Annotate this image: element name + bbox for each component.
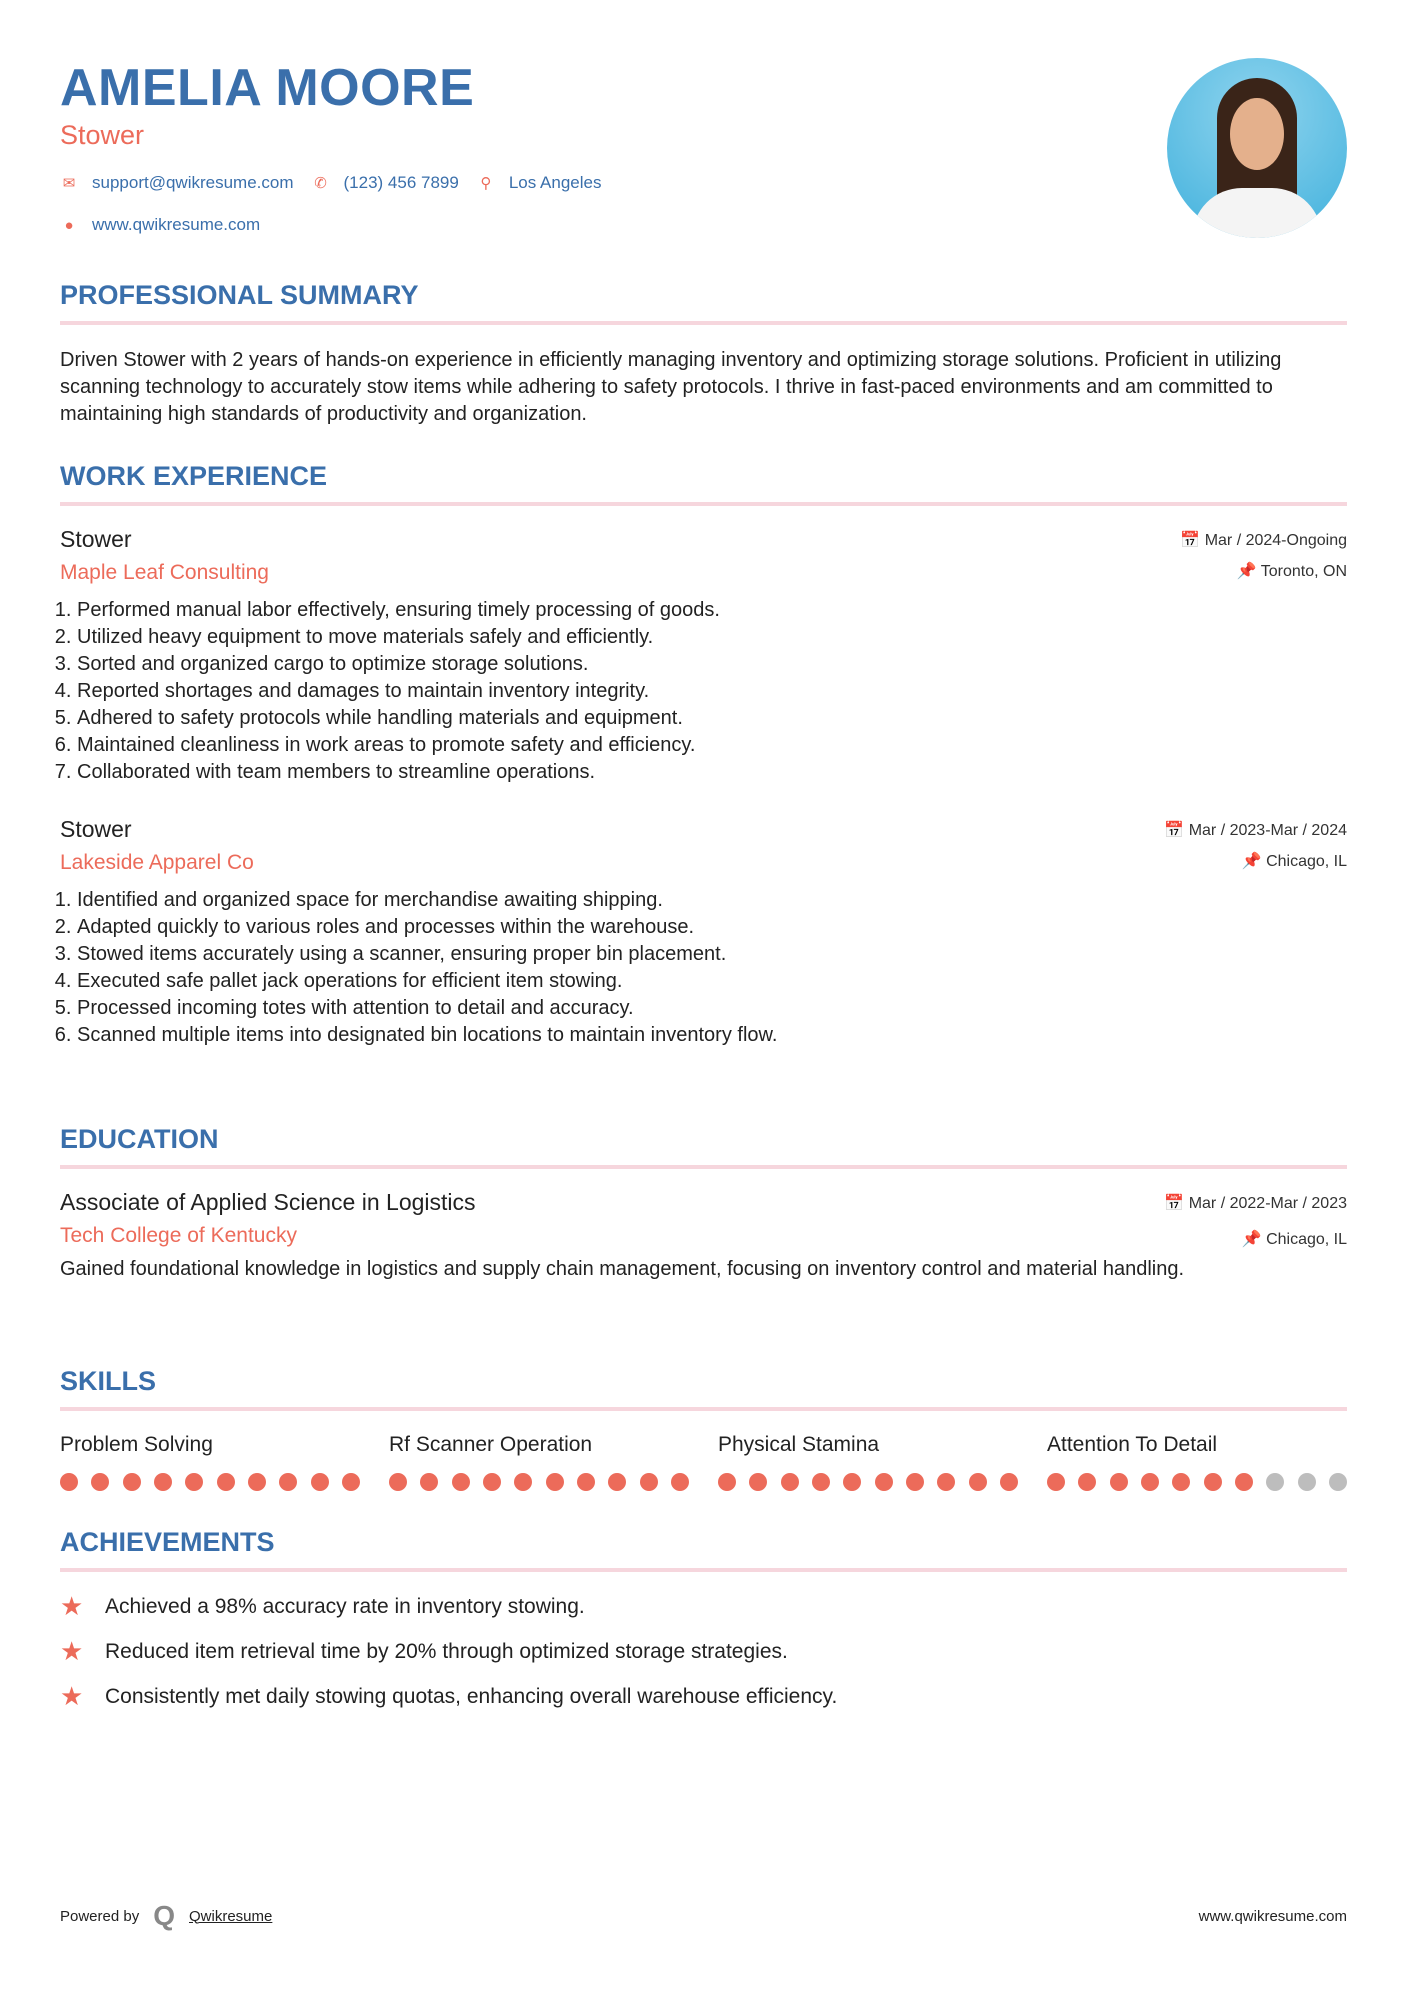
rating-dot [1235,1473,1253,1491]
website-row [60,215,260,235]
rating-dot [483,1473,501,1491]
list-item: 2. Adapted quickly to various roles and processes within the warehouse. [77,914,1347,941]
section-heading: ACHIEVEMENTS [60,1527,1347,1572]
skills-section [60,1366,1347,1491]
skill-item [1047,1433,1347,1491]
rating-dot [452,1473,470,1491]
rating-dot [1110,1473,1128,1491]
job-location: 📌 Chicago, IL [1241,853,1347,870]
calendar-icon: 📅 [1164,822,1189,839]
rating-dot [123,1473,141,1491]
rating-dot [279,1473,297,1491]
calendar-icon: 📅 [1164,1195,1189,1212]
section-heading: EDUCATION [60,1124,1347,1169]
rating-dot [937,1473,955,1491]
footer-url[interactable]: www.qwikresume.com [1198,1907,1347,1925]
job-title: Stower [60,816,132,842]
rating-dot [1329,1473,1347,1491]
skill-name: Attention To Detail [1047,1433,1218,1456]
rating-dot [671,1473,689,1491]
rating-dot [389,1473,407,1491]
section-heading: PROFESSIONAL SUMMARY [60,280,1347,325]
qwikresume-logo-icon: Q [153,1900,175,1931]
rating-dot [608,1473,626,1491]
job-bullets [60,597,1347,786]
list-item: 1. Identified and organized space for merchandise awaiting shipping. [77,887,1347,914]
rating-dot [718,1473,736,1491]
education-entry [60,1189,1347,1283]
rating-dot [1298,1473,1316,1491]
rating-dot [546,1473,564,1491]
footer [60,1900,1347,1932]
rating-dot [640,1473,658,1491]
job-location: 📌 Toronto, ON [1236,563,1347,580]
pin-icon: 📌 [1241,1231,1267,1248]
globe-icon: ● [64,216,74,234]
school-name: Tech College of Kentucky [60,1224,297,1247]
rating-dot [906,1473,924,1491]
achievements-list [60,1584,1347,1719]
work-section [60,461,1347,1049]
job-dates: 📅 Mar / 2023-Mar / 2024 [1164,822,1347,839]
list-item: 5. Processed incoming totes with attention to detail and accuracy. [77,995,1347,1022]
achievement-item: ★ Consistently met daily stowing quotas, enhancing overall warehouse efficiency. [60,1681,838,1711]
achievement-item: ★ Achieved a 98% accuracy rate in inventory stowing. [60,1591,585,1621]
rating-dot [577,1473,595,1491]
list-item: 6. Scanned multiple items into designated bin locations to maintain inventory flow. [77,1022,1347,1049]
list-item: 2. Utilized heavy equipment to move materials safely and efficiently. [77,624,1347,651]
email-link[interactable]: support@qwikresume.com [92,173,294,192]
achievement-item: ★ Reduced item retrieval time by 20% through optimized storage strategies. [60,1636,788,1666]
rating-dot [342,1473,360,1491]
website-link[interactable]: www.qwikresume.com [92,215,261,234]
calendar-icon: 📅 [1180,532,1205,549]
list-item: 5. Adhered to safety protocols while handling materials and equipment. [77,705,1347,732]
education-location: 📌 Chicago, IL [1241,1231,1347,1248]
rating-dot [185,1473,203,1491]
section-heading: WORK EXPERIENCE [60,461,1347,506]
list-item: 4. Executed safe pallet jack operations for efficient item stowing. [77,968,1347,995]
rating-dot [311,1473,329,1491]
rating-dot [749,1473,767,1491]
company-name: Maple Leaf Consulting [60,561,269,584]
rating-dot [91,1473,109,1491]
powered-by-label: Powered by [60,1907,140,1925]
rating-dot [217,1473,235,1491]
degree: Associate of Applied Science in Logistics [60,1189,476,1215]
phone-icon: ✆ [314,175,327,192]
skill-item [60,1433,360,1491]
rating-dot [1204,1473,1222,1491]
rating-dot [1078,1473,1096,1491]
location-text: Los Angeles [508,173,602,192]
skill-name: Physical Stamina [718,1433,880,1456]
map-pin-icon: ⚲ [480,175,492,192]
rating-dot [60,1473,78,1491]
skill-item [389,1433,689,1491]
rating-dot [969,1473,987,1491]
rating-dot [1266,1473,1284,1491]
envelope-icon: ✉ [62,175,76,192]
rating-dot [843,1473,861,1491]
skill-name: Problem Solving [60,1433,213,1456]
rating-dot [1047,1473,1065,1491]
rating-dot [420,1473,438,1491]
skill-rating [718,1473,1018,1491]
rating-dot [1172,1473,1190,1491]
phone-text: (123) 456 7899 [343,173,459,192]
skill-rating [60,1473,360,1491]
section-heading: SKILLS [60,1366,1347,1411]
education-section [60,1124,1347,1283]
star-icon: ★ [60,1681,84,1711]
candidate-name: AMELIA MOORE [60,59,475,117]
skill-rating [389,1473,689,1491]
education-description: Gained foundational knowledge in logistics and supply chain management, focusing on inventory control and material handling. [60,1258,1185,1280]
pin-icon: 📌 [1236,563,1261,580]
list-item: 3. Sorted and organized cargo to optimize storage solutions. [77,651,1347,678]
star-icon: ★ [60,1591,84,1621]
profile-photo [1167,58,1347,238]
list-item: 6. Maintained cleanliness in work areas to promote safety and efficiency. [77,732,1347,759]
job-entry [60,526,1347,786]
summary-section [60,280,1347,428]
rating-dot [812,1473,830,1491]
skill-rating [1047,1473,1347,1491]
list-item: 3. Stowed items accurately using a scanner, ensuring proper bin placement. [77,941,1347,968]
rating-dot [1141,1473,1159,1491]
candidate-title: Stower [60,120,145,150]
rating-dot [875,1473,893,1491]
skills-list [60,1433,1347,1491]
skill-name: Rf Scanner Operation [389,1433,593,1456]
job-entry [60,816,1347,1049]
job-title: Stower [60,526,132,552]
pin-icon: 📌 [1241,853,1267,870]
rating-dot [781,1473,799,1491]
job-dates: 📅 Mar / 2024-Ongoing [1180,532,1347,549]
rating-dot [514,1473,532,1491]
rating-dot [1000,1473,1018,1491]
job-bullets [60,887,1347,1049]
list-item: 7. Collaborated with team members to streamline operations. [77,759,1347,786]
summary-text: Driven Stower with 2 years of hands-on experience in efficiently managing inventory and optimizing storage solutions. Proficient in utilizing scanning technology to accurately stow items while adhering to safety protocols. I thrive in fast-paced environments and am committed to maintaining high standards of productivity and organization. [60,349,1282,425]
education-dates: 📅 Mar / 2022-Mar / 2023 [1164,1195,1347,1212]
skill-item [718,1433,1018,1491]
list-item: 4. Reported shortages and damages to maintain inventory integrity. [77,678,1347,705]
brand-link[interactable]: Qwikresume [189,1907,273,1925]
company-name: Lakeside Apparel Co [60,851,254,874]
star-icon: ★ [60,1636,84,1666]
rating-dot [248,1473,266,1491]
contact-row [60,173,601,193]
rating-dot [154,1473,172,1491]
achievements-section [60,1527,1347,1719]
list-item: 1. Performed manual labor effectively, ensuring timely processing of goods. [77,597,1347,624]
